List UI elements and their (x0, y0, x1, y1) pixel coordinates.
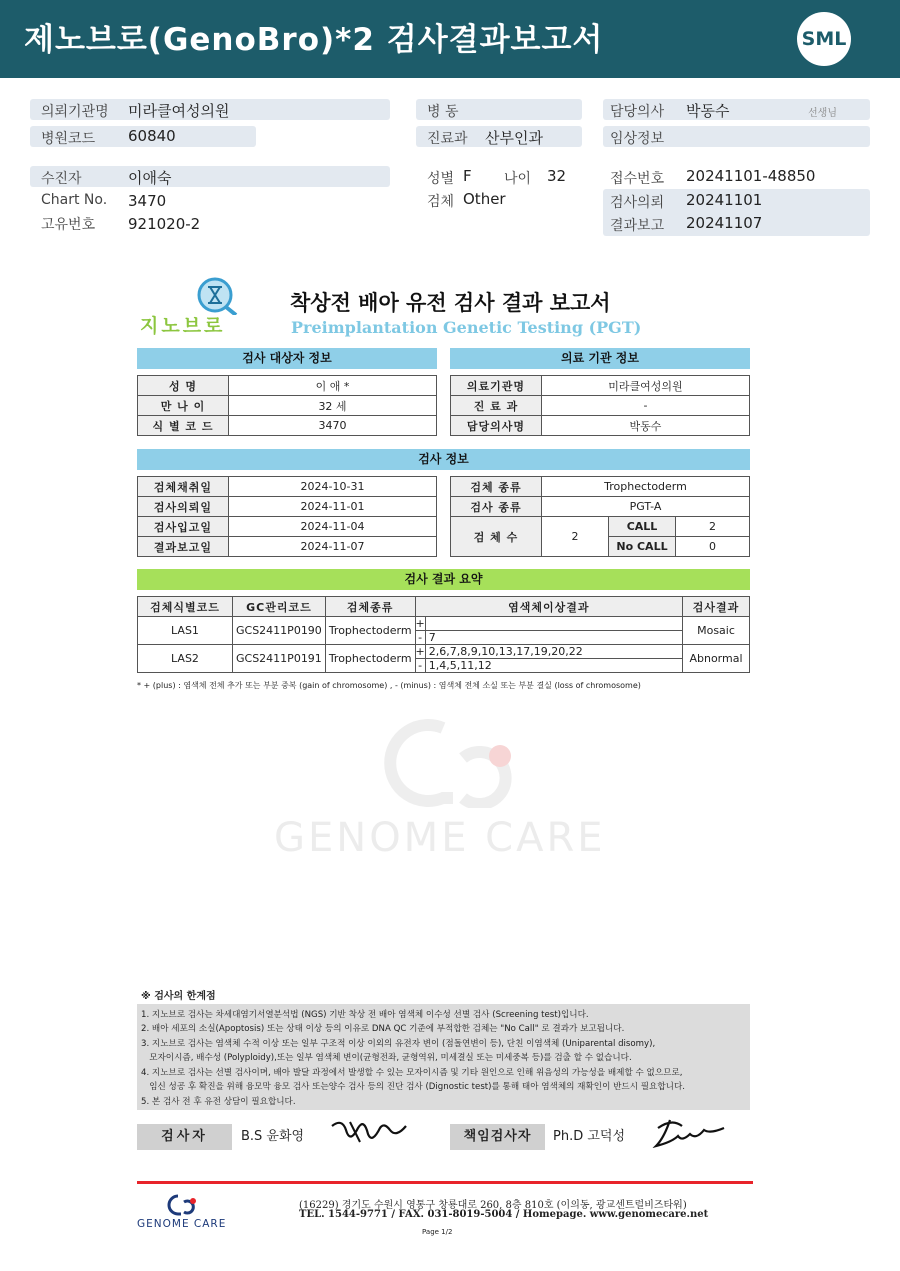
clinic-key: 담당의사명 (451, 416, 542, 436)
sml-logo: SML (797, 12, 851, 66)
test-key: 결과보고일 (138, 537, 229, 557)
genome-care-logo-icon (160, 1193, 200, 1217)
tester-label: 검사자 (137, 1124, 232, 1150)
limit-item: 임신 성공 후 확진을 위해 융모막 융모 검사 또는양수 검사 등의 진단 검사 (Dignostic test)를 통해 태아 염색체의 재확인이 반드시 필요합니다. (141, 1082, 685, 1092)
clinic-value: 미라클여성의원 (542, 376, 750, 396)
subject-header: 검사 대상자 정보 (137, 348, 437, 369)
minus-sign: - (415, 631, 425, 645)
chart-value: 3470 (128, 192, 167, 210)
request-label: 검사의뢰 (610, 195, 665, 211)
test-sample-table (450, 476, 750, 557)
test-dates-table (137, 476, 437, 557)
request-value: 20241101 (686, 191, 763, 209)
chief-signature-icon (648, 1114, 728, 1150)
tester-name: B.S 윤화영 (241, 1129, 305, 1144)
report-label: 결과보고 (610, 218, 665, 234)
test-key: 검사의뢰일 (138, 497, 229, 517)
gain-chromosomes: 2,6,7,8,9,10,13,17,19,20,22 (425, 645, 682, 659)
subject-value: 이 애 * (229, 376, 437, 396)
ward-label: 병 동 (427, 104, 459, 120)
gc-code: GCS2411P0190 (233, 617, 326, 645)
test-type-value: PGT-A (542, 497, 750, 517)
subject-key: 만 나 이 (138, 396, 229, 416)
summary-col-header: GC관리코드 (233, 597, 326, 617)
footer-divider (137, 1181, 753, 1184)
institution-label: 의뢰기관명 (41, 104, 109, 120)
test-value: 2024-11-01 (229, 497, 437, 517)
clinic-key: 진 료 과 (451, 396, 542, 416)
genobro-logo-icon (190, 275, 250, 315)
clinic-header: 의료 기관 정보 (450, 348, 750, 369)
nocall-key: No CALL (609, 537, 676, 557)
page-title: 제노브로(GenoBro)*2 검사결과보고서 (24, 22, 604, 58)
subject-table (137, 375, 437, 436)
sample-id: LAS1 (138, 617, 233, 645)
limit-item: 모자이시즘, 배수성 (Polyploidy),또는 일부 염색체 변이(균형전좌, 균형역위, 미세결실 또는 미세중복 등)를 검출 할 수 없습니다. (141, 1053, 632, 1063)
sample-id: LAS2 (138, 645, 233, 673)
count-key: 검 체 수 (451, 517, 542, 557)
doctor-label: 담당의사 (610, 104, 665, 120)
minus-sign: - (415, 659, 425, 673)
doctor-suffix: 선생님 (808, 108, 837, 119)
test-key: 검체채취일 (138, 477, 229, 497)
patient-row (30, 166, 390, 187)
patient-label: 수진자 (41, 171, 82, 187)
report-value: 20241107 (686, 214, 763, 232)
reception-value: 20241101-48850 (686, 167, 816, 185)
limit-item: 5. 본 검사 전 후 유전 상담이 필요합니다. (141, 1097, 296, 1107)
gain-chromosomes (425, 617, 682, 631)
hospital-code-value: 60840 (128, 127, 176, 145)
test-result: Mosaic (683, 617, 750, 645)
age-label: 나이 (504, 171, 532, 187)
patient-value: 이애숙 (128, 169, 172, 187)
age-value: 32 (547, 167, 567, 185)
tester-signature-icon (330, 1116, 410, 1148)
call-key: CALL (609, 517, 676, 537)
sample-type-value: Trophectoderm (542, 477, 750, 497)
test-key: 검사입고일 (138, 517, 229, 537)
subject-value: 3470 (229, 416, 437, 436)
summary-col-header: 검사결과 (683, 597, 750, 617)
report-title-en: Preimplantation Genetic Testing (PGT) (291, 318, 642, 337)
genobro-brand-text: 지노브로 (140, 315, 226, 337)
test-type-key: 검사 종류 (451, 497, 542, 517)
sex-label: 성별 (427, 171, 455, 187)
limit-item: 1. 지노브로 검사는 차세대염기서열분석법 (NGS) 기반 착상 전 배아 염색체 이수성 선별 검사 (Screening test)입니다. (141, 1010, 589, 1020)
sample-type: Trophectoderm (325, 617, 415, 645)
subject-value: 32 세 (229, 396, 437, 416)
summary-header: 검사 결과 요약 (137, 569, 750, 590)
clinic-value: 박동수 (542, 416, 750, 436)
test-value: 2024-11-07 (229, 537, 437, 557)
subject-key: 성 명 (138, 376, 229, 396)
specimen-value: Other (463, 190, 506, 208)
footer-logo-text: GENOME CARE (137, 1218, 227, 1230)
uid-label: 고유번호 (41, 217, 96, 233)
nocall-value: 0 (676, 537, 750, 557)
clinic-key: 의료기관명 (451, 376, 542, 396)
clinic-table (450, 375, 750, 436)
summary-table (137, 596, 750, 673)
plus-sign: + (415, 645, 425, 658)
chief-label: 책임검사자 (450, 1124, 545, 1150)
limits-box (137, 1004, 750, 1110)
loss-chromosomes: 7 (425, 631, 682, 645)
sex-value: F (463, 167, 472, 185)
specimen-label: 검체 (427, 194, 455, 210)
hospital-code-label: 병원코드 (41, 131, 96, 147)
subject-key: 식 별 코 드 (138, 416, 229, 436)
institution-value: 미라클여성의원 (128, 102, 230, 120)
limit-item: 3. 지노브로 검사는 염색체 수적 이상 또는 일부 구조적 이상 이외의 유전자 변이 (점돌연변이 등), 단친 이염색체 (Uniparental disomy), (141, 1039, 656, 1049)
summary-col-header: 검체종류 (325, 597, 415, 617)
summary-col-header: 염색체이상결과 (415, 597, 682, 617)
clinic-value: - (542, 396, 750, 416)
chart-label: Chart No. (41, 192, 108, 208)
limit-item: 4. 지노브로 검사는 선별 검사이며, 배아 발달 과정에서 발생할 수 있는 모자이시즘 및 기타 원인으로 인해 위음성의 가능성을 배제할 수 없으므로, (141, 1068, 683, 1078)
sample-type-key: 검체 종류 (451, 477, 542, 497)
watermark-text: GENOME CARE (274, 815, 606, 861)
test-result: Abnormal (683, 645, 750, 673)
report-title-ko: 착상전 배아 유전 검사 결과 보고서 (290, 291, 611, 315)
department-value: 산부인과 (485, 129, 543, 147)
footer-address: (16229) 경기도 수원시 영통구 창룡대로 260, 8층 810호 (이의동, 광교센트럴비즈타워) (299, 1200, 687, 1211)
summary-footnote: * + (plus) : 염색체 전체 추가 또는 부분 중복 (gain of chromosome) , - (minus) : 염색체 전체 소실 또는 부분 결실 (loss of chromosome) (137, 681, 641, 690)
test-header: 검사 정보 (137, 449, 750, 470)
summary-col-header: 검체식별코드 (138, 597, 233, 617)
page-number: Page 1/2 (422, 1228, 453, 1236)
clinical-label: 임상정보 (610, 131, 665, 147)
count-value: 2 (542, 517, 609, 557)
chief-name: Ph.D 고덕성 (553, 1129, 626, 1144)
sample-type: Trophectoderm (325, 645, 415, 673)
department-label: 진료과 (427, 131, 468, 147)
doctor-value: 박동수 (686, 102, 730, 120)
footer-contact: TEL. 1544-9771 / FAX. 031-8019-5004 / Homepage. www.genomecare.net (299, 1209, 709, 1220)
plus-sign: + (415, 617, 425, 630)
loss-chromosomes: 1,4,5,11,12 (425, 659, 682, 673)
genome-care-watermark-icon (365, 718, 525, 808)
test-value: 2024-11-04 (229, 517, 437, 537)
call-value: 2 (676, 517, 750, 537)
reception-label: 접수번호 (610, 171, 665, 187)
limit-item: 2. 배아 세포의 소실(Apoptosis) 또는 상태 이상 등의 이유로 DNA QC 기준에 부적합한 검체는 "No Call" 로 결과가 보고됩니다. (141, 1024, 625, 1034)
test-value: 2024-10-31 (229, 477, 437, 497)
uid-value: 921020-2 (128, 215, 201, 233)
gc-code: GCS2411P0191 (233, 645, 326, 673)
limits-title: ※ 검사의 한계점 (141, 991, 216, 1002)
